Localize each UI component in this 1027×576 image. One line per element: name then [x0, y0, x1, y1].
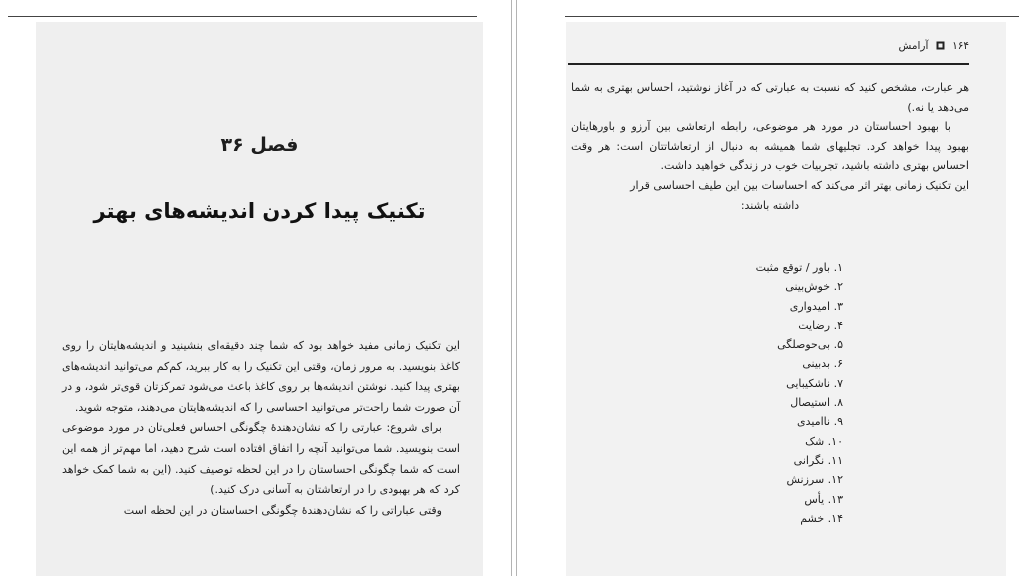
paragraph: این تکنیک زمانی بهتر اثر می‌کند که احساسات بین این طیف احساسی قرار [630, 178, 969, 192]
paragraph: وقتی عباراتی را که نشان‌دهندهٔ چگونگی احساستان در این لحظه است [123, 503, 442, 517]
running-header [599, 40, 969, 52]
list-item: ۱۱. نگرانی [793, 453, 843, 467]
list-item: ۱۲. سرزنش [786, 473, 843, 487]
page-gap-divider-left [511, 0, 512, 576]
running-title: آرامش [898, 40, 929, 52]
list-item: ۱۳. یأس [804, 492, 843, 506]
list-item: ۳. امیدواری [789, 299, 843, 313]
page-number: ۱۶۴ [952, 40, 969, 52]
list-item: ۷. ناشکیبایی [786, 376, 843, 390]
page-gap-divider-right [516, 0, 517, 576]
header-rule [568, 63, 969, 65]
list-item: ۵. بی‌حوصلگی [777, 338, 843, 352]
paragraph: هر عبارت، مشخص کنید که نسبت به عبارتی که در آغاز نوشتید، احساس بهتری به شما می‌دهد یا نه.) [571, 81, 969, 114]
list-item: ۱۰. شک [805, 434, 843, 448]
page-body [571, 78, 969, 215]
top-rule-right [565, 16, 1019, 17]
chapter-number: فصل ۳۶ [220, 134, 299, 156]
paragraph: با بهبود احساستان در مورد هر موضوعی، رابطه ارتعاشی بین آرزو و باورهایتان بهبود پیدا خواهد کرد. تجلیهای شما همیشه به دنبال از ارتعاشاتتان است: هر وقت احساس بهتری داشته باشید، تجربیات خوب در زندگی خواهید داشت. [571, 120, 969, 173]
paragraph: برای شروع: عبارتی را که نشان‌دهندهٔ چگونگی احساس فعلی‌تان در مورد موضوعی است بنویسید. شما می‌توانید آنچه را اتفاق افتاده است شرح دهید، اما مهم‌تر از همه این است که شما چگونگی احساستان را در این لحظه توصیف کنید. (این به شما کمک خواهد کرد که هر بهبودی را در ارتعاشتان به آسانی درک کنید.) [62, 421, 460, 497]
top-rule-left [8, 16, 477, 17]
chapter-body [62, 336, 460, 521]
list-item: ۱۴. خشم [800, 511, 843, 525]
list-item: ۱. باور / توقع مثبت [755, 261, 843, 274]
list-item: ۹. ناامیدی [797, 415, 843, 429]
emotion-scale-list [756, 258, 843, 528]
header-ornament-icon [936, 40, 945, 52]
list-item: ۲. خوش‌بینی [785, 280, 843, 294]
list-item: ۴. رضایت [798, 318, 843, 332]
list-item: ۸. استیصال [790, 396, 843, 410]
chapter-title: تکنیک پیدا کردن اندیشه‌های بهتر [93, 199, 426, 223]
book-page-right [566, 22, 1006, 576]
list-item: ۶. بدبینی [802, 357, 843, 371]
book-page-left [36, 22, 483, 576]
paragraph: این تکنیک زمانی مفید خواهد بود که شما چند دقیقه‌ای بنشینید و اندیشه‌هایتان را روی کاغذ بنویسید. به مرور زمان، وقتی این تکنیک را به کار ببرید، کم‌کم می‌توانید اندیشه‌های بهتری پیدا کنید. نوشتن اندیشه‌ها بر روی کاغذ باعث می‌شود تمرکزتان قوی‌تر شود، و در آن صورت شما راحت‌تر می‌توانید احساسی را که اندیشه‌هایتان می‌دهند، متوجه شوید. [62, 339, 460, 414]
paragraph: داشته باشند: [740, 198, 800, 212]
